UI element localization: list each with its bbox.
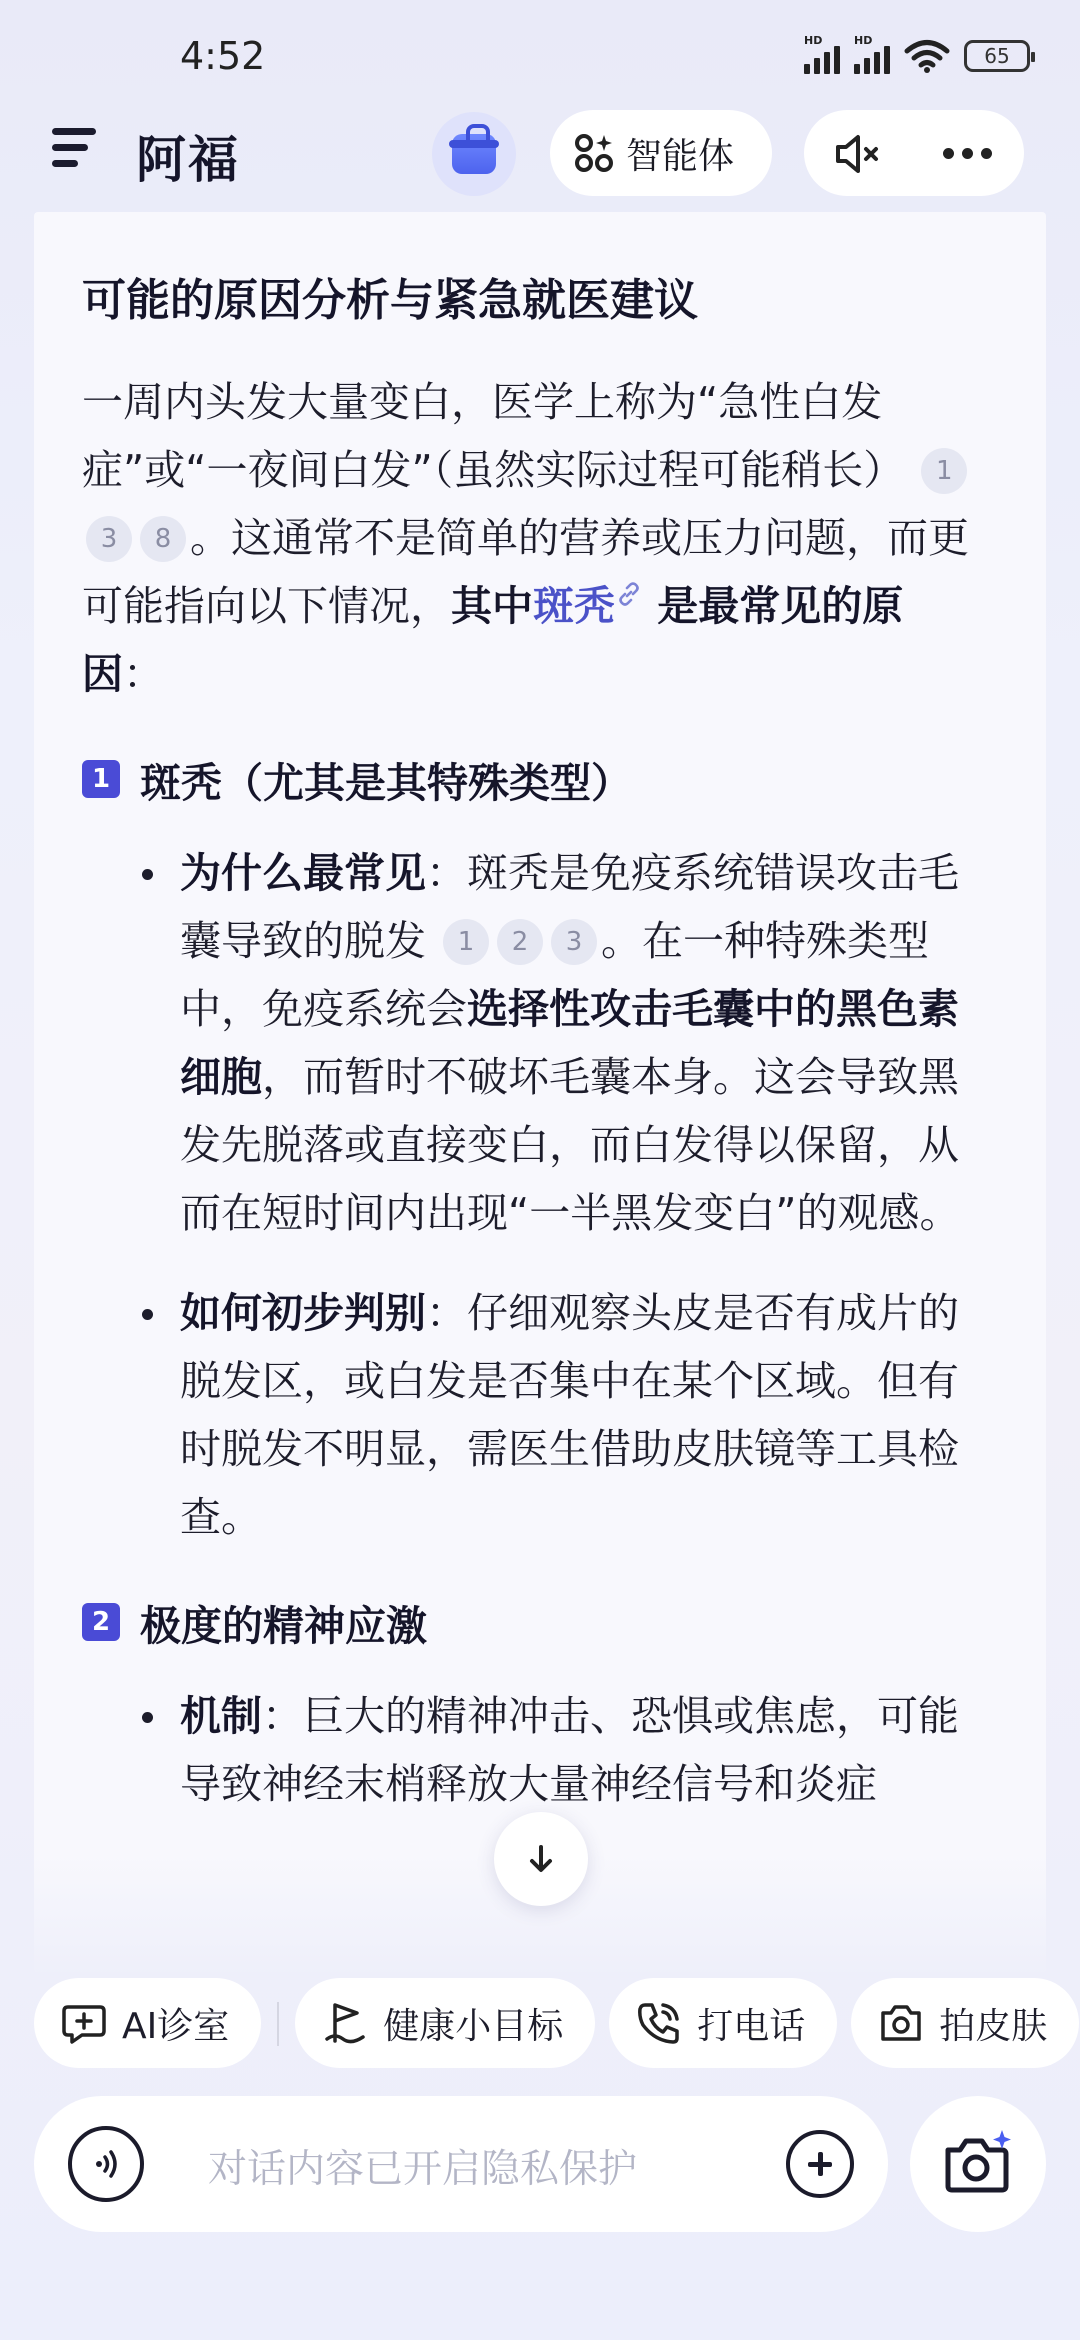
alopecia-link[interactable]: 斑秃: [533, 581, 615, 630]
citation-badge[interactable]: 3: [551, 919, 597, 965]
section-1-title: [82, 750, 980, 809]
citation-badge[interactable]: 1: [443, 919, 489, 965]
agent-icon: [574, 133, 614, 173]
chat-plus-icon: [60, 1999, 108, 2047]
agent-button[interactable]: [550, 110, 772, 196]
signal-icon: HD: [804, 38, 840, 74]
section-2-list: [82, 1682, 980, 1818]
arrow-down-icon: [523, 1841, 559, 1877]
scroll-down-button[interactable]: [494, 1812, 588, 1906]
status-icons: [804, 34, 1030, 74]
link-icon: [615, 580, 643, 608]
gift-icon: [452, 134, 496, 174]
list-item: 如何初步判别：仔细观察头皮是否有成片的脱发区，或白发是否集中在某个区域。但有时脱发不明显，需医生借助皮肤镜等工具检查。: [180, 1279, 980, 1551]
speaker-mute-icon[interactable]: [832, 132, 882, 176]
camera-sparkle-icon: [940, 2126, 1016, 2202]
answer-card: [34, 212, 1046, 1972]
section-1-list: [82, 839, 980, 1551]
section-number-badge: 2: [82, 1603, 120, 1641]
app-title: 阿福: [136, 131, 240, 189]
citation-badge[interactable]: 2: [497, 919, 543, 965]
agent-label: 智能体: [626, 135, 735, 177]
status-time: 4:52: [180, 34, 266, 78]
voice-more-group: [804, 110, 1024, 196]
list-item: 机制：巨大的精神冲击、恐惧或焦虑，可能导致神经末梢释放大量神经信号和炎症: [180, 1682, 980, 1818]
chip-phone-call[interactable]: 打电话: [609, 1978, 837, 2068]
chip-photo-skin[interactable]: 拍皮肤: [851, 1978, 1079, 2068]
chip-health-goal[interactable]: 健康小目标: [295, 1978, 595, 2068]
app-header: [0, 108, 1080, 192]
gift-button[interactable]: [432, 112, 516, 196]
chat-input-bar: [34, 2096, 888, 2232]
chip-ai-clinic[interactable]: AI诊室: [34, 1978, 261, 2068]
answer-heading: 可能的原因分析与紧急就医建议: [82, 275, 698, 326]
divider: [277, 2002, 279, 2046]
quick-actions: [34, 1978, 1080, 2070]
wifi-icon: [904, 38, 950, 74]
flag-icon: [321, 1999, 369, 2047]
signal-icon: HD: [854, 38, 890, 74]
voice-wave-icon: [86, 2144, 126, 2184]
menu-icon[interactable]: [52, 128, 100, 174]
chat-input[interactable]: 对话内容已开启隐私保护: [208, 2147, 638, 2192]
battery-icon: 65: [964, 40, 1030, 72]
citation-badge[interactable]: 3: [86, 516, 132, 562]
list-item: 为什么最常见：斑秃是免疫系统错误攻击毛囊导致的脱发 1 2 3 。在一种特殊类型中，免疫系统会选择性攻击毛囊中的黑色素细胞，而暂时不破坏毛囊本身。这会导致黑发先脱落或直接变白，而白发得以保留，从而在短时间内出现“一半黑发变白”的观感。: [180, 839, 980, 1247]
add-button[interactable]: [786, 2130, 854, 2198]
camera-icon: [877, 1999, 925, 2047]
section-label: 极度的精神应激: [140, 1601, 427, 1650]
intro-paragraph: 一周内头发大量变白，医学上称为“急性白发症”或“一夜间白发”（虽然实际过程可能稍长） 13 8 。这通常不是简单的营养或压力问题，而更可能指向以下情况，其中斑秃 是最常见的原因：: [82, 377, 969, 698]
phone-icon: [635, 1999, 683, 2047]
camera-ai-button[interactable]: [910, 2096, 1046, 2232]
more-icon[interactable]: [943, 148, 992, 159]
citation-badge[interactable]: 1: [921, 448, 967, 494]
section-number-badge: 1: [82, 760, 120, 798]
citation-badge[interactable]: 8: [140, 516, 186, 562]
voice-input-button[interactable]: [68, 2126, 144, 2202]
status-bar: [0, 0, 1080, 110]
section-label: 斑秃（尤其是其特殊类型）: [140, 758, 632, 807]
section-2-title: [82, 1593, 980, 1652]
